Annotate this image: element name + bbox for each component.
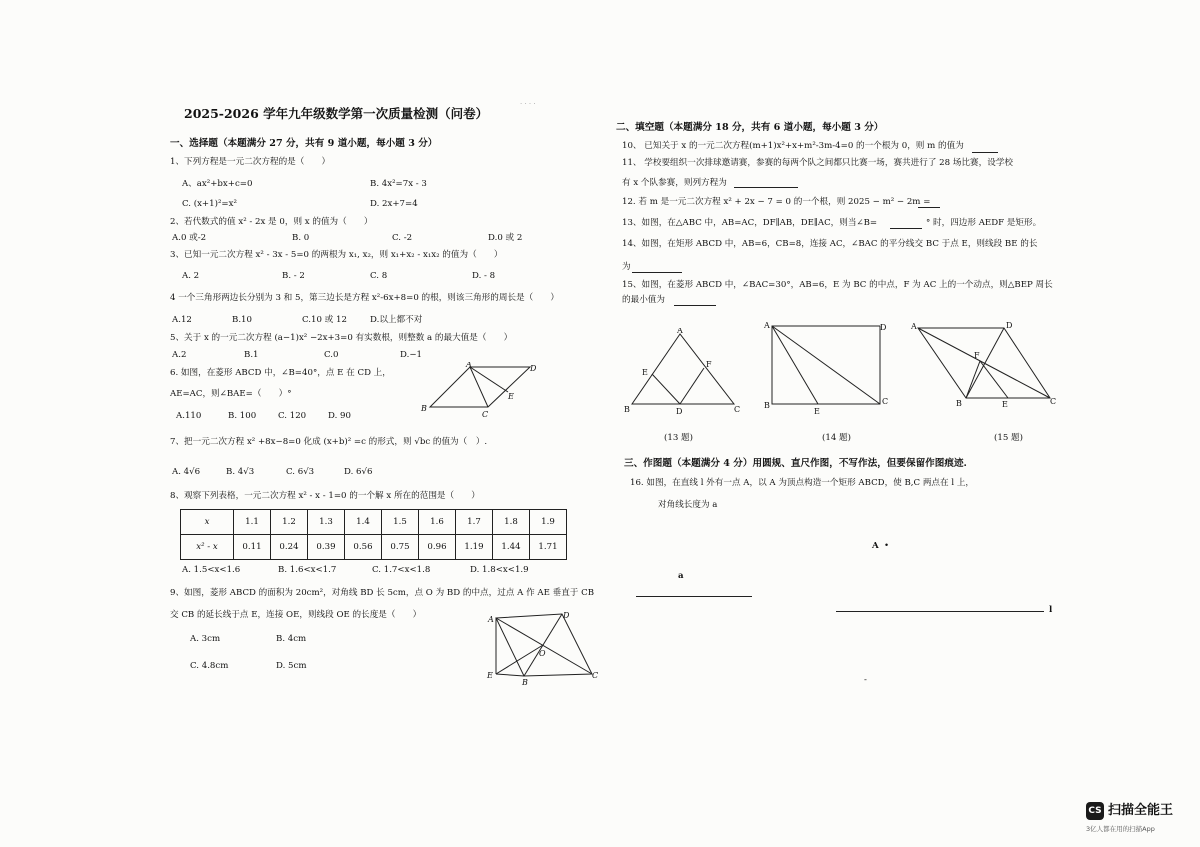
q13-triangle-figure — [622, 328, 746, 416]
table-row — [181, 510, 567, 535]
q3-option-c: C. 8 — [370, 271, 388, 281]
q16-text-2: 对角线长度为 a — [658, 500, 718, 510]
table-cell: 1.8 — [493, 510, 530, 535]
q8-stem: 8、观察下列表格，一元二次方程 x² - x - 1=0 的一个解 x 所在的范围是（ ） — [170, 491, 480, 501]
table-cell: 1.1 — [234, 510, 271, 535]
q4-option-d: D.以上都不对 — [370, 315, 423, 325]
table-cell: 0.75 — [382, 535, 419, 560]
q14-answer-blank[interactable] — [632, 263, 682, 273]
svg-text:C: C — [882, 397, 889, 406]
q2-option-a: A.0 或-2 — [172, 233, 207, 243]
q6-rhombus-figure — [418, 362, 542, 420]
q3-stem: 3、已知一元二次方程 x² - 3x - 5=0 的两根为 x₁, x₂，则 x₁+x₂ - x₁x₂ 的值为（ ） — [170, 250, 503, 260]
q1-option-b: B. 4x²=7x - 3 — [370, 179, 427, 189]
table-header-cell: x — [181, 510, 234, 535]
svg-text:D: D — [1006, 321, 1013, 330]
svg-text:F: F — [974, 351, 980, 360]
q7-stem: 7、把一元二次方程 x² +8x−8=0 化成 (x+b)² =c 的形式，则 √bc 的值为（ ）. — [170, 437, 488, 447]
q14-text: 14、如图，在矩形 ABCD 中，AB=6，CB=8，连接 AC，∠BAC 的平分线交 BC 于点 E，则线段 BE 的长 — [622, 239, 1038, 249]
table-cell: 1.2 — [271, 510, 308, 535]
q10-text: 10、 已知关于 x 的一元二次方程(m+1)x²+x+m²-3m-4=0 的一个根为 0，则 m 的值为 — [622, 141, 964, 151]
q6-option-b: B. 100 — [228, 411, 257, 421]
table-cell: 1.4 — [345, 510, 382, 535]
q11-answer-blank[interactable] — [734, 178, 798, 188]
q6-stem: 6. 如图，在菱形 ABCD 中，∠B=40°，点 E 在 CD 上， — [170, 368, 391, 378]
svg-text:E: E — [487, 671, 493, 680]
table-cell: 1.71 — [530, 535, 567, 560]
q2-option-c: C. -2 — [392, 233, 413, 243]
q14-text-2: 为 — [622, 262, 631, 272]
section2-heading: 二、填空题（本题满分 18 分，共有 6 道小题，每小题 3 分） — [616, 122, 884, 133]
section1-heading: 一、选择题（本题满分 27 分，共有 9 道小题，每小题 3 分） — [170, 138, 438, 149]
q9-option-c: C. 4.8cm — [190, 661, 229, 671]
q8-value-table — [180, 509, 567, 560]
svg-text:F: F — [706, 360, 712, 369]
fig13-caption: (13 题) — [664, 433, 693, 443]
table-cell: 1.9 — [530, 510, 567, 535]
fig15-caption: (15 题) — [994, 433, 1023, 443]
q6-stem-2: AE=AC，则∠BAE=（ ）° — [170, 389, 292, 399]
q3-option-d: D. - 8 — [472, 271, 496, 281]
table-cell: 1.44 — [493, 535, 530, 560]
q5-option-c: C.0 — [324, 350, 339, 360]
q4-option-b: B.10 — [232, 315, 252, 325]
q14-rectangle-figure — [762, 318, 892, 414]
q11-text-2: 有 x 个队参赛，则列方程为 — [622, 178, 727, 188]
q8-option-d: D. 1.8<x<1.9 — [470, 565, 529, 575]
q9-rhombus-figure — [484, 608, 600, 688]
camscanner-logo-icon: CS — [1086, 802, 1104, 820]
svg-text:B: B — [421, 404, 427, 413]
q4-option-a: A.12 — [172, 315, 192, 325]
table-cell: 1.5 — [382, 510, 419, 535]
svg-text:A: A — [466, 362, 472, 369]
svg-text:E: E — [508, 392, 514, 401]
segment-a-label: a — [678, 571, 684, 581]
point-a-label: A — [872, 541, 879, 551]
svg-text:D: D — [563, 611, 570, 620]
q9-stem-2: 交 CB 的延长线于点 E，连接 OE，则线段 OE 的长度是（ ） — [170, 610, 422, 620]
svg-text:E: E — [642, 368, 648, 377]
q3-option-b: B. - 2 — [282, 271, 305, 281]
svg-text:C: C — [1050, 397, 1057, 406]
point-a-dot: • — [884, 541, 890, 551]
segment-a — [636, 596, 752, 597]
svg-text:D: D — [530, 364, 537, 373]
watermark-tagline: 3亿人都在用的扫描App — [1086, 825, 1155, 833]
q8-option-c: C. 1.7<x<1.8 — [372, 565, 431, 575]
svg-text:B: B — [522, 678, 528, 687]
q1-option-a: A、ax²+bx+c=0 — [182, 179, 253, 189]
svg-text:A: A — [488, 615, 494, 624]
q11-text: 11、 学校要组织一次排球邀请赛，参赛的每两个队之间都只比赛一场，赛共进行了 28 场比赛，设学校 — [622, 158, 1014, 168]
q2-option-b: B. 0 — [292, 233, 310, 243]
q6-option-d: D. 90 — [328, 411, 351, 421]
q1-option-d: D. 2x+7=4 — [370, 199, 418, 209]
q3-option-a: A. 2 — [182, 271, 200, 281]
page-title: 2025-2026 学年九年级数学第一次质量检测（问卷） — [184, 106, 489, 121]
q4-option-c: C.10 或 12 — [302, 315, 347, 325]
q15-text: 15、如图，在菱形 ABCD 中，∠BAC=30°，AB=6，E 为 BC 的中点，F 为 AC 上的一个动点，则△BEP 周长 — [622, 280, 1053, 290]
svg-text:E: E — [1002, 400, 1008, 409]
table-cell: 0.11 — [234, 535, 271, 560]
q1-option-c: C. (x+1)²=x² — [182, 199, 237, 209]
table-cell: 1.3 — [308, 510, 345, 535]
fig14-caption: (14 题) — [822, 433, 851, 443]
table-cell: 0.24 — [271, 535, 308, 560]
svg-text:A: A — [911, 322, 917, 331]
q13-text-tail: ° 时，四边形 AEDF 是矩形。 — [926, 218, 1042, 228]
q7-option-b: B. 4√3 — [226, 467, 255, 477]
q5-stem: 5、关于 x 的一元二次方程 (a−1)x² −2x+3=0 有实数根，则整数 a 的最大值是（ ） — [170, 333, 513, 343]
q8-option-b: B. 1.6<x<1.7 — [278, 565, 337, 575]
q1-stem: 1、下列方程是一元二次方程的是（ ） — [170, 157, 331, 167]
svg-text:B: B — [624, 405, 630, 414]
svg-text:D: D — [880, 323, 887, 332]
q7-option-c: C. 6√3 — [286, 467, 315, 477]
line-l — [836, 611, 1044, 612]
table-cell: 0.56 — [345, 535, 382, 560]
q2-option-d: D.0 或 2 — [488, 233, 523, 243]
table-cell: 0.39 — [308, 535, 345, 560]
svg-text:E: E — [814, 407, 820, 414]
scan-mark: - — [864, 675, 867, 685]
svg-text:A: A — [677, 328, 683, 335]
section3-heading: 三、作图题（本题满分 4 分）用圆规、直尺作图，不写作法，但要保留作图痕迹. — [624, 458, 967, 469]
line-l-label: l — [1049, 605, 1053, 615]
q12-answer-blank[interactable] — [918, 198, 940, 208]
q9-option-b: B. 4cm — [276, 634, 307, 644]
svg-text:C: C — [734, 405, 741, 414]
q7-option-d: D. 6√6 — [344, 467, 373, 477]
q15-text-2: 的最小值为 — [622, 295, 665, 305]
table-cell: 0.96 — [419, 535, 456, 560]
table-header-cell: x² - x — [181, 535, 234, 560]
svg-text:C: C — [482, 410, 489, 419]
svg-text:C: C — [592, 671, 599, 680]
q15-rhombus-figure — [908, 316, 1058, 412]
table-cell: 1.19 — [456, 535, 493, 560]
svg-text:D: D — [676, 407, 683, 416]
q7-option-a: A. 4√6 — [172, 467, 201, 477]
q9-option-d: D. 5cm — [276, 661, 307, 671]
table-cell: 1.7 — [456, 510, 493, 535]
q9-option-a: A. 3cm — [190, 634, 221, 644]
q10-answer-blank[interactable] — [972, 143, 998, 153]
watermark-app-name: 扫描全能王 — [1108, 803, 1174, 818]
q2-stem: 2、若代数式的值 x² - 2x 是 0，则 x 的值为（ ） — [170, 217, 373, 227]
q8-option-a: A. 1.5<x<1.6 — [182, 565, 241, 575]
q16-text: 16. 如图，在直线 l 外有一点 A，以 A 为顶点构造一个矩形 ABCD，使 B,C 两点在 l 上， — [630, 478, 975, 488]
q6-option-a: A.110 — [176, 411, 202, 421]
q4-stem: 4 一个三角形两边长分别为 3 和 5，第三边长是方程 x²-6x+8=0 的根，则该三角形的周长是（ ） — [170, 293, 560, 303]
svg-text:B: B — [764, 401, 770, 410]
table-row — [181, 535, 567, 560]
q13-text: 13、如图，在△ABC 中，AB=AC，DF∥AB，DE∥AC，则当∠B= — [622, 218, 878, 228]
q6-option-c: C. 120 — [278, 411, 307, 421]
q13-answer-blank[interactable] — [890, 219, 922, 229]
svg-text:A: A — [764, 321, 770, 330]
q5-option-d: D.−1 — [400, 350, 422, 360]
q9-stem: 9、如图，菱形 ABCD 的面积为 20cm²，对角线 BD 长 5cm，点 O 为 BD 的中点，过点 A 作 AE 垂直于 CB — [170, 588, 595, 598]
q12-text: 12. 若 m 是一元二次方程 x² + 2x − 7 = 0 的一个根，则 2025 − m² − 2m = — [622, 197, 931, 207]
q5-option-a: A.2 — [172, 350, 187, 360]
table-cell: 1.6 — [419, 510, 456, 535]
svg-text:O: O — [539, 649, 546, 658]
scan-noise: · · · · — [520, 100, 536, 108]
q15-answer-blank[interactable] — [674, 296, 716, 306]
svg-text:B: B — [956, 399, 962, 408]
q5-option-b: B.1 — [244, 350, 259, 360]
